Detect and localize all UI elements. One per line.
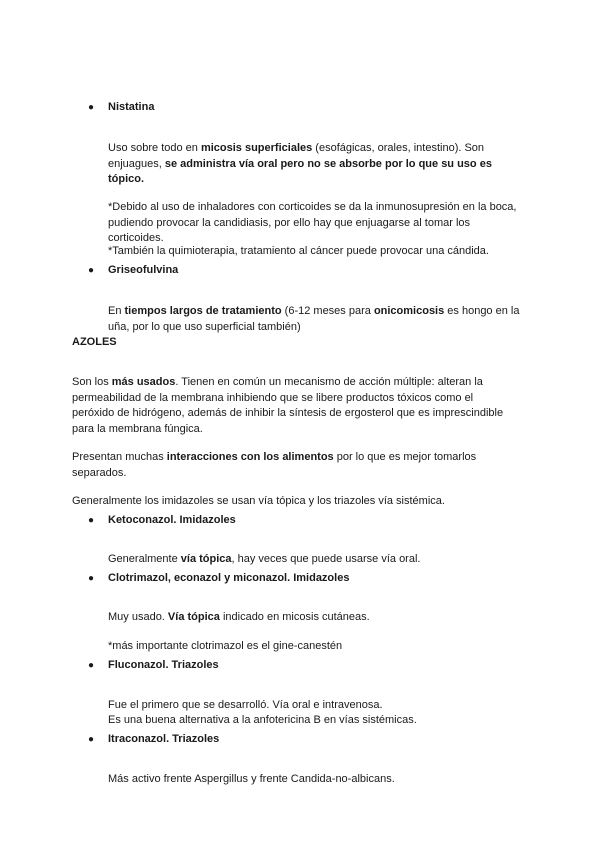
text-run: Son los [72, 376, 112, 388]
drug-title-clotrimazol: Clotrimazol, econazol y miconazol. Imidazoles [108, 572, 350, 584]
clotrimazol-paragraph [108, 610, 523, 626]
text-run: . Tienen en común un mecanismo de acción múltiple: alteran la permeabilidad de la membrana inhibiendo que se libere productos tóxicos como el peróxido de hidrógeno, además de inhibir la síntesis de ergosterol que es imprescindible para la membrana fúngica. [72, 376, 504, 435]
drug-title-ketoconazol: Ketoconazol. Imidazoles [108, 514, 236, 526]
text-run: Generalmente [108, 553, 181, 565]
bold-run: más usados [111, 376, 176, 388]
drug-title-griseofulvina: Griseofulvina [108, 264, 179, 276]
bold-run: vía tópica [180, 553, 232, 565]
nistatina-note-2: *También la quimioterapia, tratamiento al cáncer puede provocar una cándida. [108, 245, 489, 257]
bold-run: micosis superficiales [200, 142, 313, 154]
bold-run: Vía tópica [167, 611, 220, 623]
text-run: (esofágicas, orales, intestino). Son enjuagues, [108, 142, 485, 170]
drug-title-fluconazol: Fluconazol. Triazoles [108, 659, 219, 671]
griseofulvina-paragraph [108, 304, 523, 335]
fluconazol-line-2: Es una buena alternativa a la anfotericina B en vías sistémicas. [108, 714, 417, 726]
clotrimazol-note: *más importante clotrimazol es el gine-canestén [108, 640, 343, 652]
azoles-paragraph-3: Generalmente los imidazoles se usan vía tópica y los triazoles vía sistémica. [72, 495, 445, 507]
section-heading-azoles: AZOLES [72, 336, 117, 348]
text-run: es hongo en la uña, por lo que uso superficial también) [108, 305, 520, 333]
bullet-icon: ● [88, 515, 95, 526]
nistatina-paragraph [108, 141, 523, 188]
text-run: (6-12 meses para [281, 305, 374, 317]
itraconazol-paragraph: Más activo frente Aspergillus y frente Candida-no-albicans. [108, 773, 395, 785]
bold-run: se administra vía oral pero no se absorbe por lo que su uso es tópico. [108, 157, 492, 185]
bold-run: tiempos largos de tratamiento [124, 305, 282, 317]
bullet-icon: ● [88, 734, 95, 745]
bullet-icon: ● [88, 265, 95, 276]
azoles-paragraph-2 [72, 450, 512, 481]
ketoconazol-paragraph [108, 552, 523, 568]
bullet-icon: ● [88, 102, 95, 113]
bullet-icon: ● [88, 660, 95, 671]
text-run: , hay veces que puede usarse vía oral. [231, 553, 421, 565]
text-run: indicado en micosis cutáneas. [219, 611, 370, 623]
text-run: Uso sobre todo en [108, 142, 201, 154]
drug-title-nistatina: Nistatina [108, 101, 155, 113]
fluconazol-line-1: Fue el primero que se desarrolló. Vía oral e intravenosa. [108, 699, 383, 711]
bold-run: onicomicosis [373, 305, 445, 317]
drug-title-itraconazol: Itraconazol. Triazoles [108, 733, 220, 745]
bold-run: interacciones con los alimentos [166, 451, 334, 463]
text-run: Muy usado. [108, 611, 168, 623]
azoles-paragraph-1 [72, 375, 512, 437]
text-run: por lo que es mejor tomarlos separados. [72, 451, 477, 479]
bullet-icon: ● [88, 573, 95, 584]
text-run: Presentan muchas [72, 451, 167, 463]
nistatina-note-1: *Debido al uso de inhaladores con corticoides se da la inmunosupresión en la boca, pudiendo provocar la candidiasis, por ello hay que enjuagarse al tomar los corticoides. [108, 201, 517, 244]
text-run: En [108, 305, 125, 317]
